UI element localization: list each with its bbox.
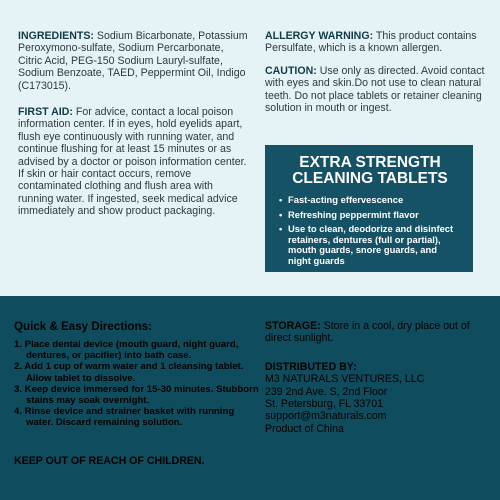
distributor-line: M3 NATURALS VENTURES, LLC	[265, 373, 425, 386]
ingredients-text: Sodium Bicarbonate, Potassium Peroxymono-sulfate, Sodium Percarbonate, Citric Acid, PEG-150 Sodium Lauryl-sulfate, Sodium Benzoate, TAED, Peppermint Oil, Indigo (C173015).	[18, 30, 248, 92]
distributor-email: support@m3naturals.com	[265, 410, 387, 423]
feature-box-title: EXTRA STRENGTH CLEANING TABLETS	[292, 154, 448, 187]
first-aid-paragraph	[18, 106, 250, 218]
ingredients-label: INGREDIENTS:	[18, 30, 94, 42]
feature-list	[279, 195, 461, 266]
distributor-line: Product of China	[265, 422, 344, 435]
storage-distributor-section	[265, 320, 487, 435]
allergy-label: ALLERGY WARNING:	[265, 30, 374, 42]
distributor-line: 239 2nd Ave. S, 2nd Floor	[265, 385, 388, 398]
right-column	[265, 30, 487, 122]
feature-item: • Use to clean, deodorize and disinfect retainers, dentures (full or partial), mouth guards, snore guards, and night guards	[279, 224, 461, 266]
ingredients-paragraph	[18, 30, 250, 92]
distributor-block	[265, 361, 487, 435]
first-aid-label: FIRST AID:	[18, 106, 73, 119]
directions-title: Quick & Easy Directions:	[14, 320, 152, 333]
caution-label: CAUTION:	[265, 64, 317, 77]
storage-paragraph	[265, 320, 487, 345]
keep-out-warning: KEEP OUT OF REACH OF CHILDREN.	[14, 455, 205, 467]
direction-step: 1. Place dental device (mouth guard, night guard, dentures, or pacifier) into bath case.	[14, 339, 239, 362]
caution-text: Use only as directed. Avoid contact with eyes and skin.Do not use to clean natural teeth. Do not place tablets or retainer cleaning solution in mouth or ingest.	[265, 64, 485, 115]
distributor-line: St. Petersburg, FL 33701	[265, 398, 383, 411]
directions-section	[14, 320, 264, 429]
direction-step: 2. Add 1 cup of warm water and 1 cleansing tablet. Allow tablet to dissolve.	[14, 361, 244, 384]
direction-step: 4. Rinse device and strainer basket with running water. Discard remaining solution.	[14, 406, 235, 429]
feature-item: • Fast-acting effervescence	[279, 195, 461, 206]
feature-item: • Refreshing peppermint flavor	[279, 210, 461, 221]
allergy-text: This product contains Persulfate, which is a known allergen.	[265, 30, 477, 55]
distributor-label: DISTRIBUTED BY:	[265, 360, 357, 373]
directions-list	[14, 339, 264, 429]
storage-text: Store in a cool, dry place out of direct sunlight.	[265, 320, 470, 345]
caution-paragraph	[265, 65, 487, 115]
left-column	[18, 30, 250, 226]
feature-box	[265, 145, 473, 272]
allergy-paragraph	[265, 30, 487, 55]
direction-step: 3. Keep device immersed for 15-30 minutes. Stubborn stains may soak overnight.	[14, 383, 259, 407]
first-aid-text: For advice, contact a local poison information center. If in eyes, hold eyelids apart, flush eye continuously with running water, and continue flushing for at least 15 minutes or as advised by a doctor or poison information center. If skin or hair contact occurs, remove contaminated clothing and flush area with running water. If ingested, seek medical advice immediately and show product packaging.	[18, 106, 247, 218]
storage-label: STORAGE:	[265, 320, 321, 332]
